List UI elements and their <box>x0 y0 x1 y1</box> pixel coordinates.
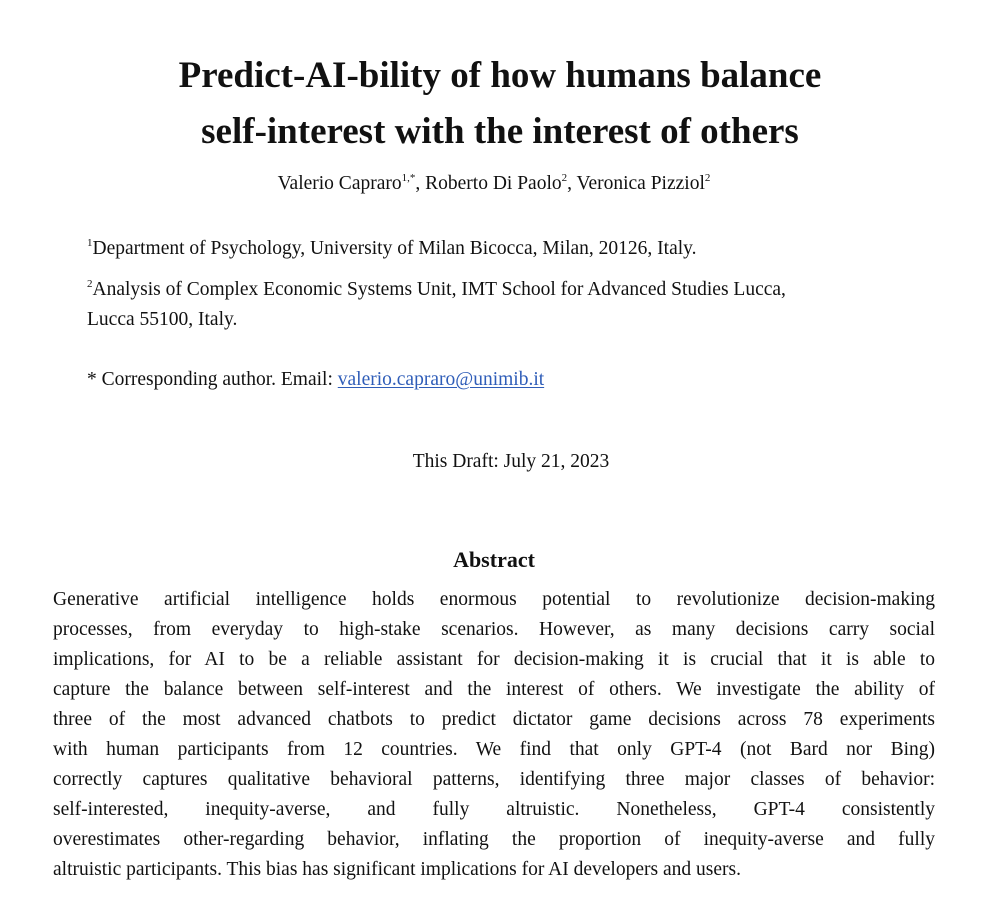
abstract-line: altruistic participants. This bias has significant implications for AI developers and users. <box>53 859 741 880</box>
abstract-line: capture the balance between self-interest and the interest of others. We investigate the ability of <box>53 679 935 700</box>
author-name: Roberto Di Paolo <box>425 173 562 194</box>
affiliation-mark: 1 <box>87 237 93 249</box>
abstract-line: three of the most advanced chatbots to predict dictator game decisions across 78 experiments <box>53 709 935 730</box>
title-line-2: self-interest with the interest of others <box>201 111 799 152</box>
abstract-line: self-interested, inequity-averse, and fully altruistic. Nonetheless, GPT-4 consistently <box>53 799 935 820</box>
author-name: Valerio Capraro <box>277 173 402 194</box>
affiliation-text-line-1: Analysis of Complex Economic Systems Unit, IMT School for Advanced Studies Lucca, <box>92 279 786 300</box>
corresponding-label: * Corresponding author. Email: <box>87 369 338 390</box>
abstract-line: correctly captures qualitative behavioral patterns, identifying three major classes of behavior: <box>53 769 935 790</box>
corresponding-author <box>87 366 544 394</box>
abstract-line: processes, from everyday to high-stake scenarios. However, as many decisions carry social <box>53 619 935 640</box>
draft-date: This Draft: July 21, 2023 <box>412 451 610 472</box>
abstract-heading: Abstract <box>453 547 535 572</box>
affiliation-text-line-2: Lucca 55100, Italy. <box>87 309 238 330</box>
affiliation-2 <box>87 275 917 335</box>
abstract-line: implications, for AI to be a reliable assistant for decision-making it is crucial that it is able to <box>53 649 935 670</box>
author-name: Veronica Pizziol <box>576 173 705 194</box>
affiliation-1 <box>87 234 917 264</box>
title-line-1: Predict-AI-bility of how humans balance <box>178 55 822 96</box>
email-link[interactable]: valerio.capraro@unimib.it <box>337 369 545 390</box>
paper-title <box>0 48 1000 160</box>
abstract-body <box>53 585 935 885</box>
author-affiliation-mark: 2 <box>704 172 711 184</box>
author-affiliation-mark: 2 <box>561 172 568 184</box>
abstract-line: Generative artificial intelligence holds enormous potential to revolutionize decision-making <box>53 589 935 610</box>
author-list: Valerio Capraro$^{1,*}$, Roberto Di Paolo$^2$, Veronica Pizziol$^2$ <box>277 172 711 194</box>
author-affiliation-mark: 1,* <box>401 172 416 184</box>
abstract-line: with human participants from 12 countries. We find that only GPT-4 (not Bard nor Bing) <box>53 739 935 760</box>
affiliation-mark: 2 <box>87 278 93 290</box>
abstract-line: overestimates other-regarding behavior, inflating the proportion of inequity-averse and fully <box>53 829 935 850</box>
affiliation-text: Department of Psychology, University of Milan Bicocca, Milan, 20126, Italy. <box>92 238 697 259</box>
